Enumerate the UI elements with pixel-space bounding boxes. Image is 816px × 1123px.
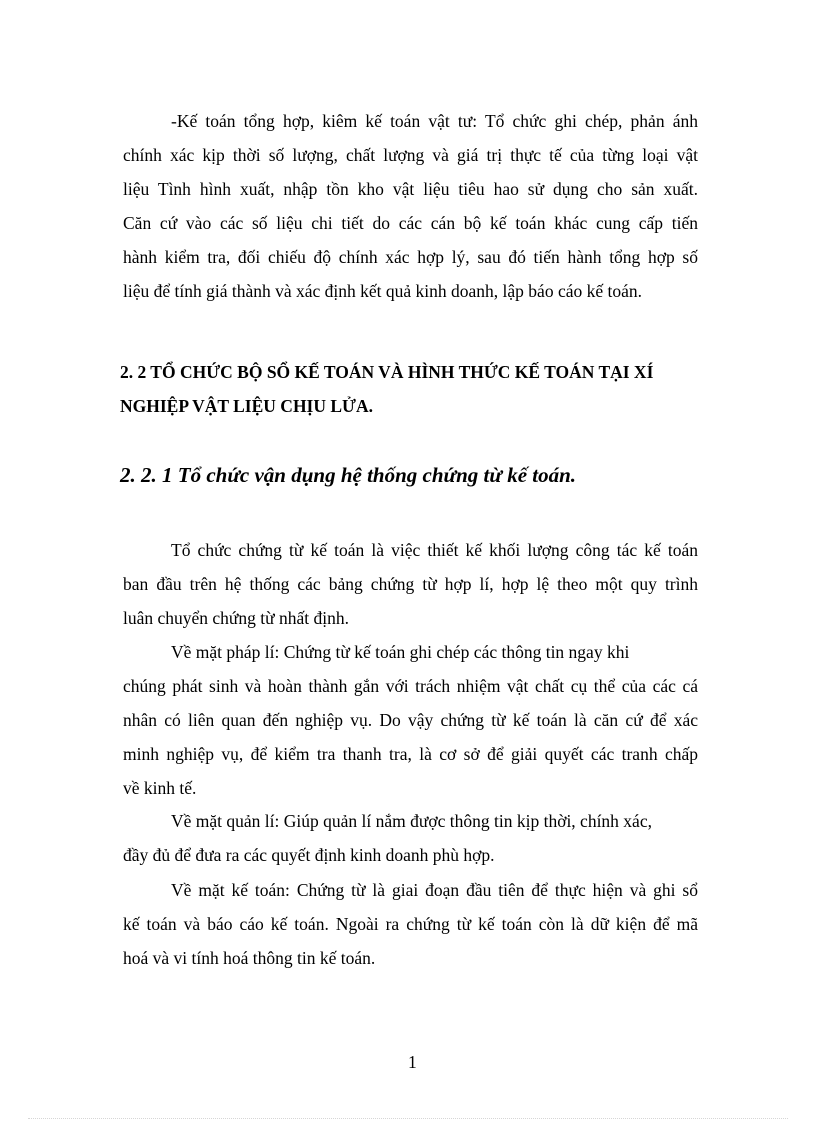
- text-line: về kinh tế.: [123, 778, 197, 798]
- text-line: Về mặt quản lí: Giúp quản lí nắm được thông tin kịp thời, chính xác,: [171, 811, 652, 831]
- page-bottom-divider: [28, 1118, 788, 1119]
- paragraph-accountant-duties: [123, 104, 698, 308]
- section-heading: [120, 355, 700, 423]
- paragraph-accounting-aspect: [123, 873, 698, 975]
- text-line: hoá và vi tính hoá thông tin kế toán.: [123, 948, 376, 968]
- text-line: liệu Tình hình xuất, nhập tồn kho vật liệu tiêu hao sử dụng cho sản xuất.: [123, 179, 698, 199]
- heading-line: 2. 2 TỔ CHỨC BỘ SỔ KẾ TOÁN VÀ HÌNH THỨC KẾ TOÁN TẠI XÍ: [120, 362, 654, 382]
- page-number: 1: [408, 1052, 417, 1072]
- text-line: Về mặt pháp lí: Chứng từ kế toán ghi chép các thông tin ngay khi: [171, 642, 630, 662]
- text-line: Căn cứ vào các số liệu chi tiết do các cán bộ kế toán khác cung cấp tiến: [123, 213, 698, 233]
- paragraph-management-aspect: [123, 804, 698, 872]
- text-line: đầy đủ để đưa ra các quyết định kinh doanh phù hợp.: [123, 845, 495, 865]
- paragraph-legal-aspect: [123, 635, 698, 805]
- subsection-heading: 2. 2. 1 Tổ chức vận dụng hệ thống chứng từ kế toán.: [120, 463, 577, 487]
- text-line: nhân có liên quan đến nghiệp vụ. Do vậy chứng từ kế toán là căn cứ để xác: [123, 710, 698, 730]
- text-line: chúng phát sinh và hoàn thành gắn với trách nhiệm vật chất cụ thể của các cá: [123, 676, 698, 696]
- text-line: kế toán và báo cáo kế toán. Ngoài ra chứng từ kế toán còn là dữ kiện để mã: [123, 914, 698, 934]
- text-line: liệu để tính giá thành và xác định kết quả kinh doanh, lập báo cáo kế toán.: [123, 281, 643, 301]
- text-line: ban đầu trên hệ thống các bảng chứng từ hợp lí, hợp lệ theo một quy trình: [123, 574, 698, 594]
- text-line: Tổ chức chứng từ kế toán là việc thiết kế khối lượng công tác kế toán: [171, 540, 698, 560]
- heading-line: NGHIỆP VẬT LIỆU CHỊU LỬA.: [120, 396, 373, 416]
- text-line: minh nghiệp vụ, để kiểm tra thanh tra, là cơ sở để giải quyết các tranh chấp: [123, 744, 698, 764]
- text-line: chính xác kịp thời số lượng, chất lượng và giá trị thực tế của từng loại vật: [123, 145, 698, 165]
- text-line: luân chuyển chứng từ nhất định.: [123, 608, 350, 628]
- paragraph-document-organization: [123, 533, 698, 635]
- text-line: Về mặt kế toán: Chứng từ là giai đoạn đầu tiên để thực hiện và ghi sổ: [171, 880, 698, 900]
- text-line: -Kế toán tổng hợp, kiêm kế toán vật tư: Tổ chức ghi chép, phản ánh: [171, 111, 698, 131]
- text-line: hành kiểm tra, đối chiếu độ chính xác hợp lý, sau đó tiến hành tổng hợp số: [123, 247, 698, 267]
